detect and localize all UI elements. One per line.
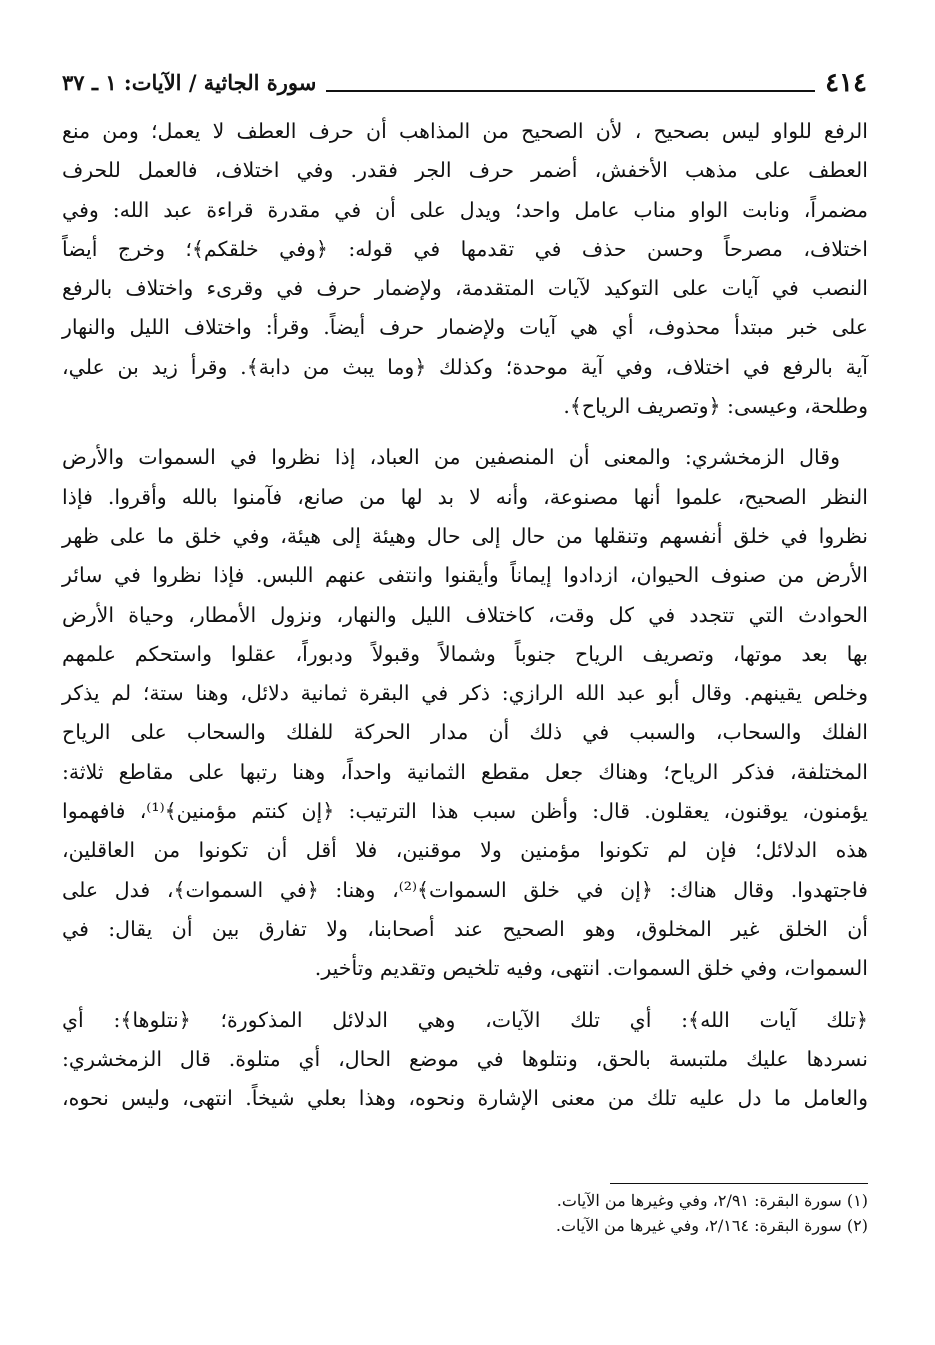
text-line: الأرض من صنوف الحيوان، ازدادوا إيماناً وأيقنوا وانتفى عنهم اللبس. فإذا نظروا في سائر (62, 563, 868, 588)
footnotes (400, 1188, 868, 1238)
page-number: ٤١٤ (825, 68, 867, 98)
text-line: فاجتهدوا. وقال هناك: ﴿إن في خلق السموات﴾⁽²⁾، وهنا: ﴿في السموات﴾، فدل على (62, 877, 868, 902)
text-line: مضمراً، ونابت الواو مناب عامل واحد؛ ويدل على أن في مقدرة قراءة عبد الله: وفي (62, 197, 868, 222)
text-line: نظروا في خلق أنفسهم وتنقلها من حال إلى حال وهيئة إلى هيئة، وفي خلق ما على ظهر (62, 523, 868, 548)
paragraph (62, 438, 868, 988)
footnote-1: (١) سورة البقرة: ٢/٩١، وفي وغيرها من الآيات. (556, 1191, 868, 1210)
text-line: وقال الزمخشري: والمعنى أن المنصفين من العباد، إذا نظروا في السموات والأرض (62, 445, 840, 470)
page-header (62, 62, 867, 98)
text-line: بها بعد موتها، وتصريف الرياح جنوباً وشمالاً وقبولاً ودبوراً، عقلوا واستحكم علمهم (62, 641, 868, 666)
text-line: ﴿تلك آيات الله﴾: أي تلك الآيات، وهي الدلائل المذكورة؛ ﴿نتلوها﴾: أي (62, 1007, 868, 1032)
text-line: على خبر مبتدأ محذوف، أي هي آيات ولإضمار حرف أيضاً. وقرأ: واختلاف الليل والنهار (62, 315, 868, 340)
text-line: اختلاف، مصرحاً وحسن حذف في تقدمها في قوله: ﴿وفي خلقكم﴾؛ وخرج أيضاً (62, 236, 868, 261)
text-line: وطلحة، وعيسى: ﴿وتصريف الرياح﴾. (563, 394, 868, 419)
text-line: يؤمنون، يوقنون، يعقلون. قال: وأظن سبب هذا الترتيب: ﴿إن كنتم مؤمنين﴾⁽¹⁾، فافهموا (62, 799, 868, 824)
header-rule (326, 90, 815, 92)
text-line: هذه الدلائل؛ فإن لم تكونوا مؤمنين ولا موقنين، فلا أقل أن تكونوا من العاقلين، (62, 838, 868, 863)
paragraph (62, 112, 868, 426)
text-line: آية بالرفع في اختلاف، وفي آية موحدة؛ وكذلك ﴿وما يبث من دابة﴾. وقرأ زيد بن علي، (62, 354, 868, 379)
body-text (62, 112, 868, 1118)
text-line: السموات، وفي خلق السموات. انتهى، وفيه تلخيص وتقديم وتأخير. (314, 956, 868, 981)
text-line: النظر الصحيح، علموا أنها مصنوعة، وأنه لا بد لها من صانع، فآمنوا بالله وأقروا. فإذا (62, 484, 868, 509)
text-line: المختلفة، فذكر الرياح؛ وهناك جعل مقطع الثمانية واحداً، وهنا رتبها على مقاطع ثلاثة: (62, 759, 868, 784)
text-line: النصب في آيات على التوكيد لآيات المتقدمة، ولإضمار حرف في وقرىء واختلاف بالرفع (62, 276, 868, 301)
text-line: الرفع للواو ليس بصحيح ، لأن الصحيح من المذاهب أن حرف العطف لا يعمل؛ ومن منع (62, 119, 868, 143)
text-line: والعامل ما دل عليه تلك من معنى الإشارة ونحوه، وهذا بعلي شيخاً. انتهى، وليس نحوه، (62, 1086, 868, 1111)
paragraph (62, 1001, 868, 1119)
text-line: وخلص يقينهم. وقال أبو عبد الله الرازي: ذكر في البقرة ثمانية دلائل، وهنا ستة؛ لم يذكر (62, 681, 868, 706)
running-title: سورة الجاثية / الآيات: ١ ـ ٣٧ (62, 70, 317, 95)
text-line: نسردها عليك ملتبسة بالحق، ونتلوها في موضع الحال، أي متلوة. قال الزمخشري: (62, 1046, 868, 1071)
footnote-rule (610, 1183, 868, 1184)
text-line: الفلك والسحاب، والسبب في ذلك أن مدار الحركة للفلك والسحاب على الرياح (62, 720, 868, 745)
text-line: العطف على مذهب الأخفش، أضمر حرف الجر فقدر. وفي اختلاف، فالعمل للحرف (62, 158, 869, 183)
footnote-2: (٢) سورة البقرة: ٢/١٦٤، وفي غيرها من الآيات. (555, 1216, 868, 1235)
text-line: أن الخلق غير المخلوق، وهو الصحيح عند أصحابنا، ولا تفارق بين أن يقال: في (62, 916, 868, 941)
text-line: الحوادث التي تتجدد في كل وقت، كاختلاف الليل والنهار، ونزول الأمطار، وحياة الأرض (62, 602, 868, 627)
